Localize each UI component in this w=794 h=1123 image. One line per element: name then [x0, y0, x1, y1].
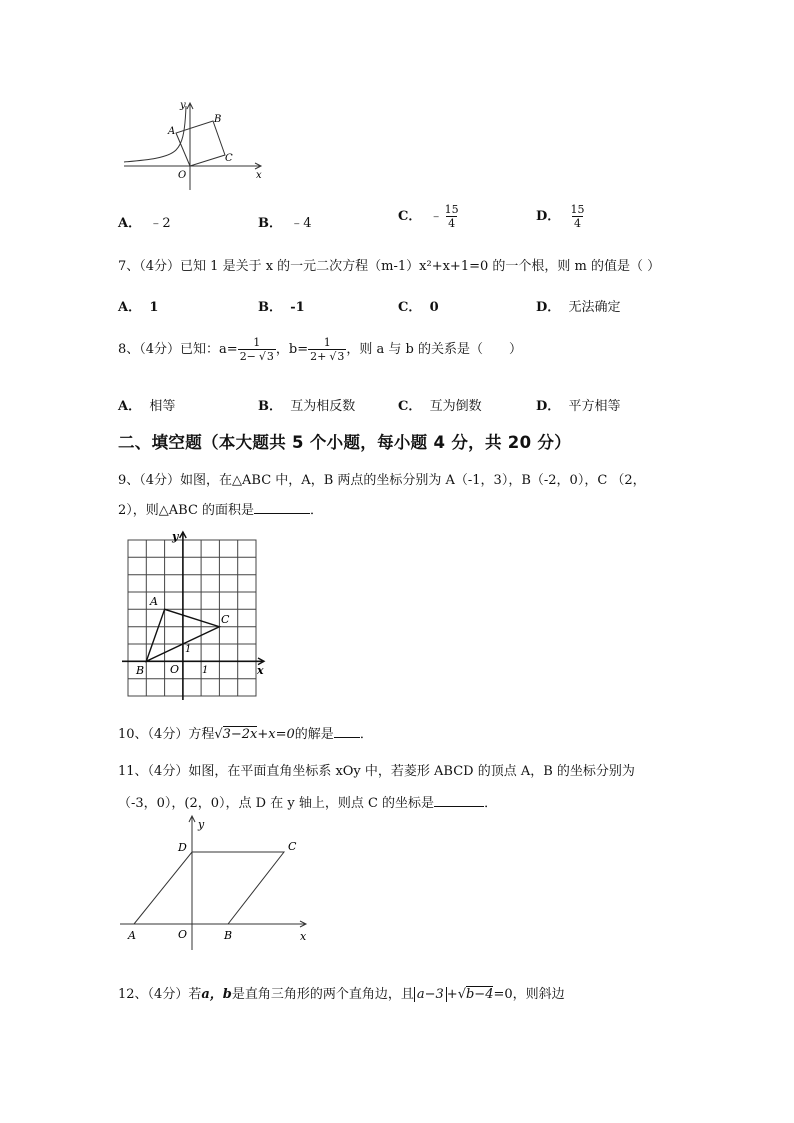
q6-option-d: D． $\frac{15}{4}$ — [536, 203, 585, 230]
q11-label-o: O — [178, 928, 188, 941]
q7-option-c: C． 0 — [398, 300, 439, 315]
q11-label-a: A — [128, 929, 136, 942]
q6-label-b: B — [214, 114, 222, 125]
q10-answer-blank — [334, 725, 360, 738]
q8-a-fraction: $\frac{1}{2- √3}$ — [239, 336, 274, 363]
q9-label-o: O — [170, 663, 180, 676]
q7-text: 7、（4分）已知 1 是关于 x 的一元二次方程（m-1）x²+x+1=0 的一个根，则 m 的值是（ ） — [118, 259, 661, 274]
q9-label-b: B — [136, 664, 145, 677]
q10-radicand: 3−2x — [222, 727, 258, 742]
q11-answer-blank — [434, 794, 484, 807]
q11-rhombus — [134, 852, 284, 924]
q8-option-b: B． 互为相反数 — [258, 399, 356, 414]
q6-label-y: y — [180, 100, 186, 111]
q11-label-c: C — [288, 840, 297, 853]
q7-option-d: D． 无法确定 — [536, 300, 621, 315]
q6-option-b: B． ﹣4 — [258, 216, 312, 231]
q12-abs-expr: a−3 — [414, 987, 447, 1002]
q9-label-one-x: 1 — [202, 665, 209, 676]
q12-text: 12、（4分）若a，b是直角三角形的两个直角边，且 a−3 +√b−4=0，则斜边 — [118, 987, 565, 1002]
q6-label-a: A — [168, 126, 176, 137]
q9-label-x: x — [257, 664, 264, 677]
q9-label-c: C — [221, 613, 230, 626]
q11-label-b: B — [224, 929, 233, 942]
section2-heading: 二、填空题（本大题共 5 个小题，每小题 4 分，共 20 分） — [118, 433, 571, 452]
q9-label-a: A — [150, 595, 158, 608]
q11-label-d: D — [178, 841, 187, 854]
q8-b-fraction: $\frac{1}{2+ √3}$ — [310, 336, 345, 363]
q12-radicand: b−4 — [465, 987, 494, 1002]
q6-label-c: C — [225, 153, 233, 164]
q6-option-a: A． ﹣2 — [118, 216, 171, 231]
q11-label-x: x — [300, 930, 307, 943]
q8-text: 8、（4分）已知：a= $\frac{1}{2- √3}$ ，b= $\frac{1}{2+ √3}$ ，则 a 与 b 的关系是（ ） — [118, 336, 522, 363]
q11-line1: 11、（4分）如图，在平面直角坐标系 xOy 中，若菱形 ABCD 的顶点 A，B 的坐标分别为 — [118, 764, 635, 779]
q8-option-d: D． 平方相等 — [536, 399, 621, 414]
q9-figure — [118, 528, 268, 700]
q9-label-y: y — [172, 530, 179, 543]
q6-label-o: O — [178, 170, 187, 181]
q6-square — [176, 121, 225, 166]
q7-option-a: A． 1 — [118, 300, 159, 315]
q9-label-one-y: 1 — [185, 644, 192, 655]
q11-line2: （-3，0），(2，0），点 D 在 y 轴上，则点 C 的坐标是 ． — [118, 796, 498, 811]
q9-line2: 2），则△ABC 的面积是 ． — [118, 503, 324, 518]
q6-figure — [118, 98, 268, 190]
q8-option-a: A． 相等 — [118, 399, 176, 414]
q11-label-y: y — [198, 818, 205, 831]
q10-text: 10、（4分）方程√3−2x+x=0的解是 ． — [118, 727, 373, 742]
q9-line1: 9、（4分）如图，在△ABC 中，A，B 两点的坐标分别为 A（-1，3），B（-2，0），C （2， — [118, 473, 646, 488]
q9-answer-blank — [254, 501, 310, 514]
q11-figure — [118, 812, 318, 952]
q6-label-x: x — [256, 170, 262, 181]
q6-option-c: C． ﹣ $\frac{15}{4}$ — [398, 203, 459, 230]
q7-option-b: B． -1 — [258, 300, 305, 315]
q8-option-c: C． 互为倒数 — [398, 399, 482, 414]
